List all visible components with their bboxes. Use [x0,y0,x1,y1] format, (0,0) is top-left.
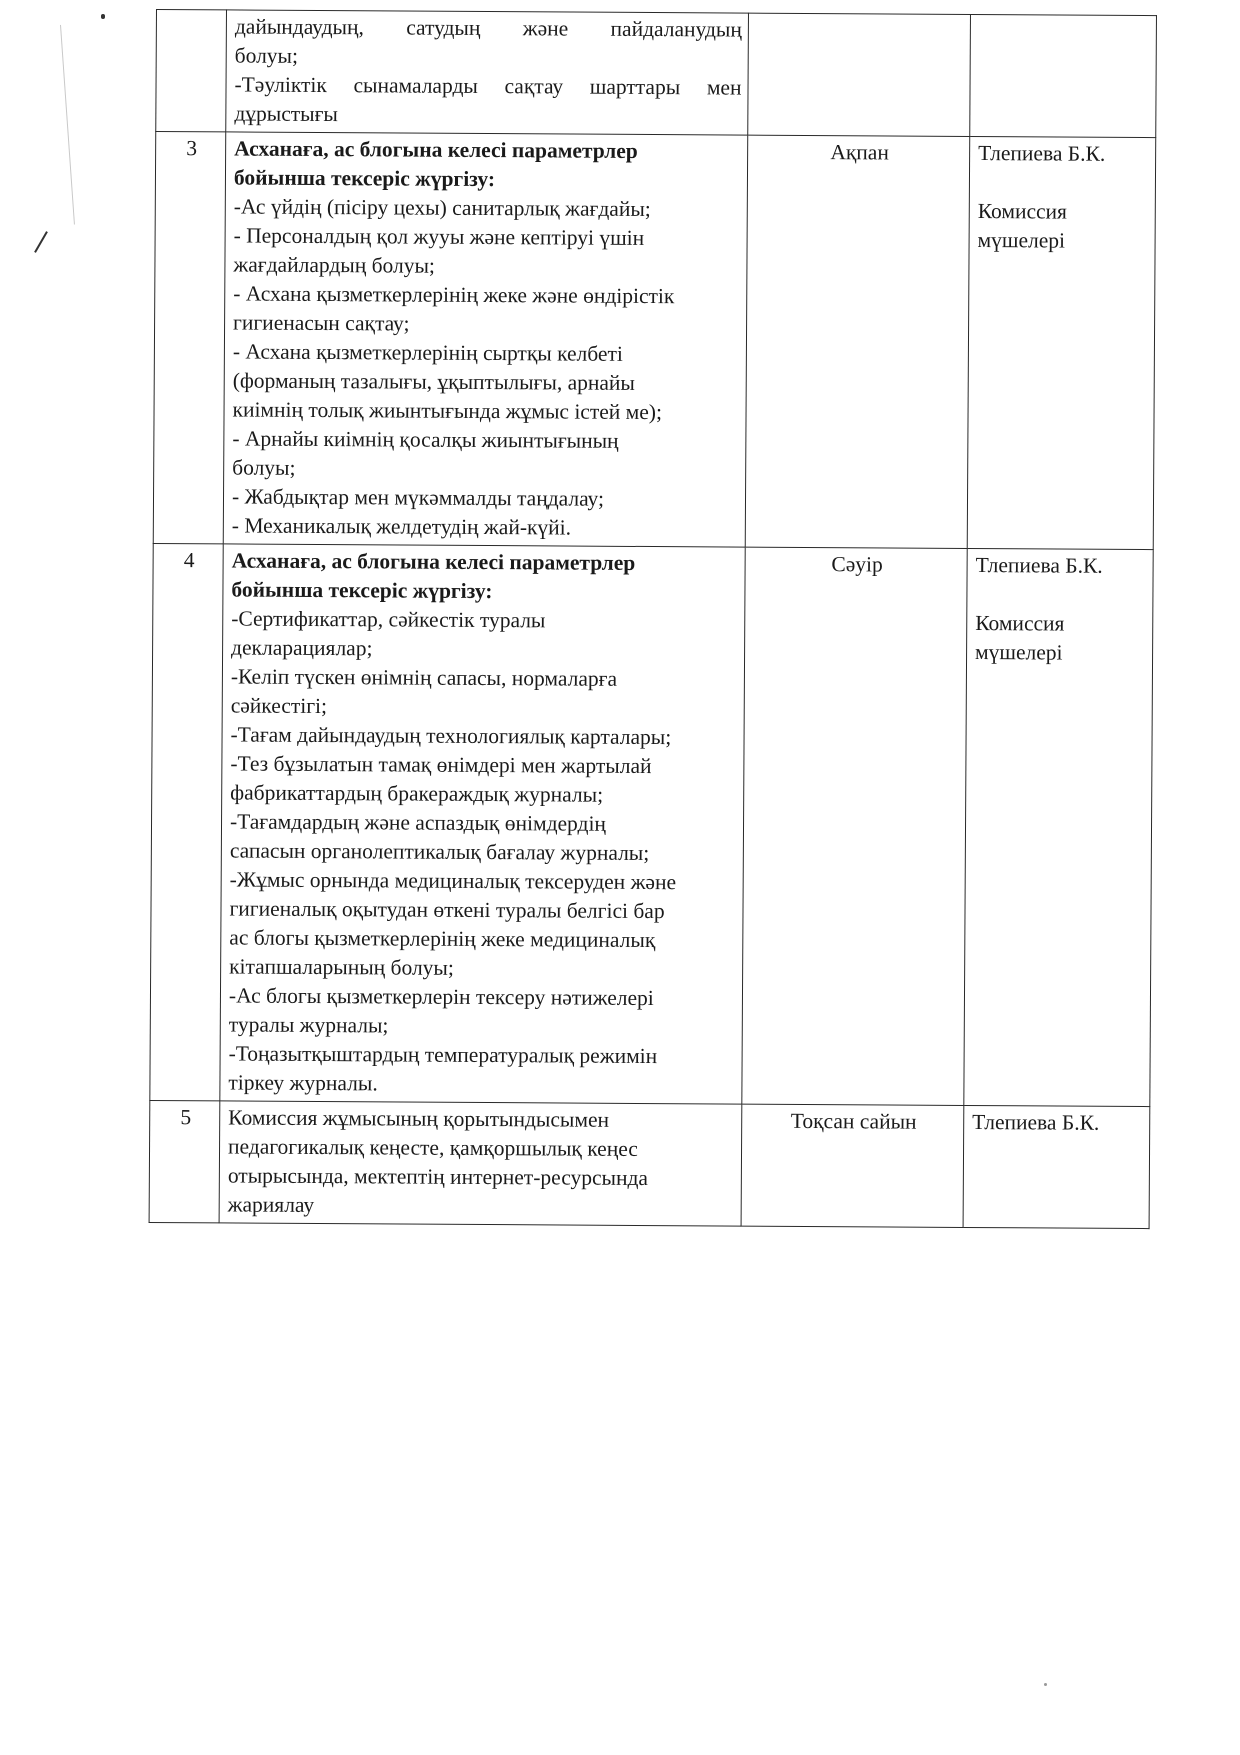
date-cell: Сәуір [742,547,967,1105]
task-heading: бойынша тексеріс жүргізу: [231,577,493,604]
row-number: 4 [150,543,223,1100]
responsible-cell [967,136,1156,549]
task-line: сапасын органолептикалық бағалау журналы; [229,838,650,866]
task-line: ас блогы қызметкерлерінің жеке медициналық [229,925,656,953]
date-cell [748,13,971,136]
plan-table [149,9,1157,1229]
task-cell [220,544,745,1104]
task-line: киімнің толық жиынтығында жұмыс істей ме); [232,397,663,425]
task-line: болуы; [234,43,299,68]
commission-line: Комиссия [975,611,1065,636]
responsible-person: Тлепиева Б.К. [978,141,1106,166]
row-number: 5 [149,1100,220,1222]
task-line: -Ас үйдің (пісіру цехы) санитарлық жағдайы; [233,194,651,222]
task-line: гигиеналық оқытудан өткені туралы белгісі бар [229,896,665,924]
scan-mark-speck [1044,1683,1047,1686]
task-cell [223,132,748,547]
table-row-continuation [156,10,1157,138]
task-line: -Сертификаттар, сәйкестік туралы [231,606,546,633]
row-number: 3 [153,132,226,544]
task-line: - Асхана қызметкерлерінің сыртқы келбеті [232,339,623,366]
date-cell: Ақпан [745,135,970,548]
responsible-person: Тлепиева Б.К. [972,1110,1100,1135]
table-row-3 [153,132,1155,550]
task-line: (форманың тазалығы, ұқыптылығы, арнайы [232,368,635,395]
task-line: -Жұмыс орнында медициналық тексеруден және [229,867,677,895]
task-line: педагогикалық кеңесте, қамқоршылық кеңес [227,1134,638,1161]
task-cell [226,10,749,135]
task-line: декларациялар; [231,635,373,661]
task-line: -Тез бұзылатын тамақ өнімдері мен жартылай [230,751,652,779]
task-line: сәйкестігі; [230,693,328,719]
task-line: - Асхана қызметкерлерінің жеке және өндірістік [233,281,675,309]
task-line: - Арнайы киімнің қосалқы жиынтығының [232,426,619,453]
task-heading: Асханаға, ас блогына келесі параметрлер [231,548,636,575]
task-line: отырысында, мектептің интернет-ресурсында [227,1163,649,1191]
task-cell [219,1101,742,1226]
task-line: -Ас блогы қызметкерлерін тексеру нәтижелері [228,983,654,1011]
commission-line: мүшелері [975,640,1063,665]
task-line: - Персоналдың қол жууы және кептіруі үшін [233,223,645,250]
scan-mark-line [60,25,76,225]
task-line: фабрикаттардың бракераждық журналы; [230,780,604,807]
task-line: тіркеу журналы. [228,1070,378,1096]
task-line: Комиссия жұмысының қорытындысымен [228,1105,610,1132]
task-line: дұрыстығы [234,101,338,127]
task-line: жариялау [227,1192,315,1217]
task-line: кітапшаларының болуы; [229,954,454,980]
task-line: -Келіп түскен өнімнің сапасы, нормаларға [230,664,618,691]
task-line: -Тәуліктік сынамаларды сақтау шарттары мен [234,72,742,100]
scan-mark-dot [101,14,105,19]
scan-mark-tick [34,231,48,253]
task-line: -Тоңазытқыштардың температуралық режимін [228,1041,658,1069]
table-row-4 [150,543,1153,1106]
task-heading: Асханаға, ас блогына келесі параметрлер [234,136,638,163]
commission-label [978,197,1149,256]
row-number-cell [156,10,227,132]
task-line: болуы; [232,455,296,480]
task-line: - Механикалық желдетудің жай-күйі. [231,513,572,540]
responsible-person: Тлепиева Б.К. [975,553,1103,578]
commission-line: мүшелері [977,228,1066,253]
table-row-5 [149,1100,1150,1228]
task-heading: бойынша тексеріс жүргізу: [233,165,496,192]
responsible-cell [970,14,1157,137]
task-line: гигиенасын сақтау; [233,310,410,336]
task-line: туралы журналы; [228,1012,389,1038]
task-line: дайындаудың, сатудың және пайдаланудың [234,14,742,42]
commission-label [975,609,1146,668]
responsible-cell [964,548,1153,1106]
date-cell: Тоқсан сайын [741,1104,964,1227]
task-line: -Тағам дайындаудың технологиялық карталары; [230,722,672,750]
commission-line: Комиссия [977,199,1068,224]
task-line: -Тағамдардың және аспаздық өнімдердің [229,809,607,836]
task-line: - Жабдықтар мен мүкәммалды таңдалау; [231,484,605,511]
responsible-cell [963,1105,1150,1228]
task-line: жағдайлардың болуы; [233,252,436,278]
